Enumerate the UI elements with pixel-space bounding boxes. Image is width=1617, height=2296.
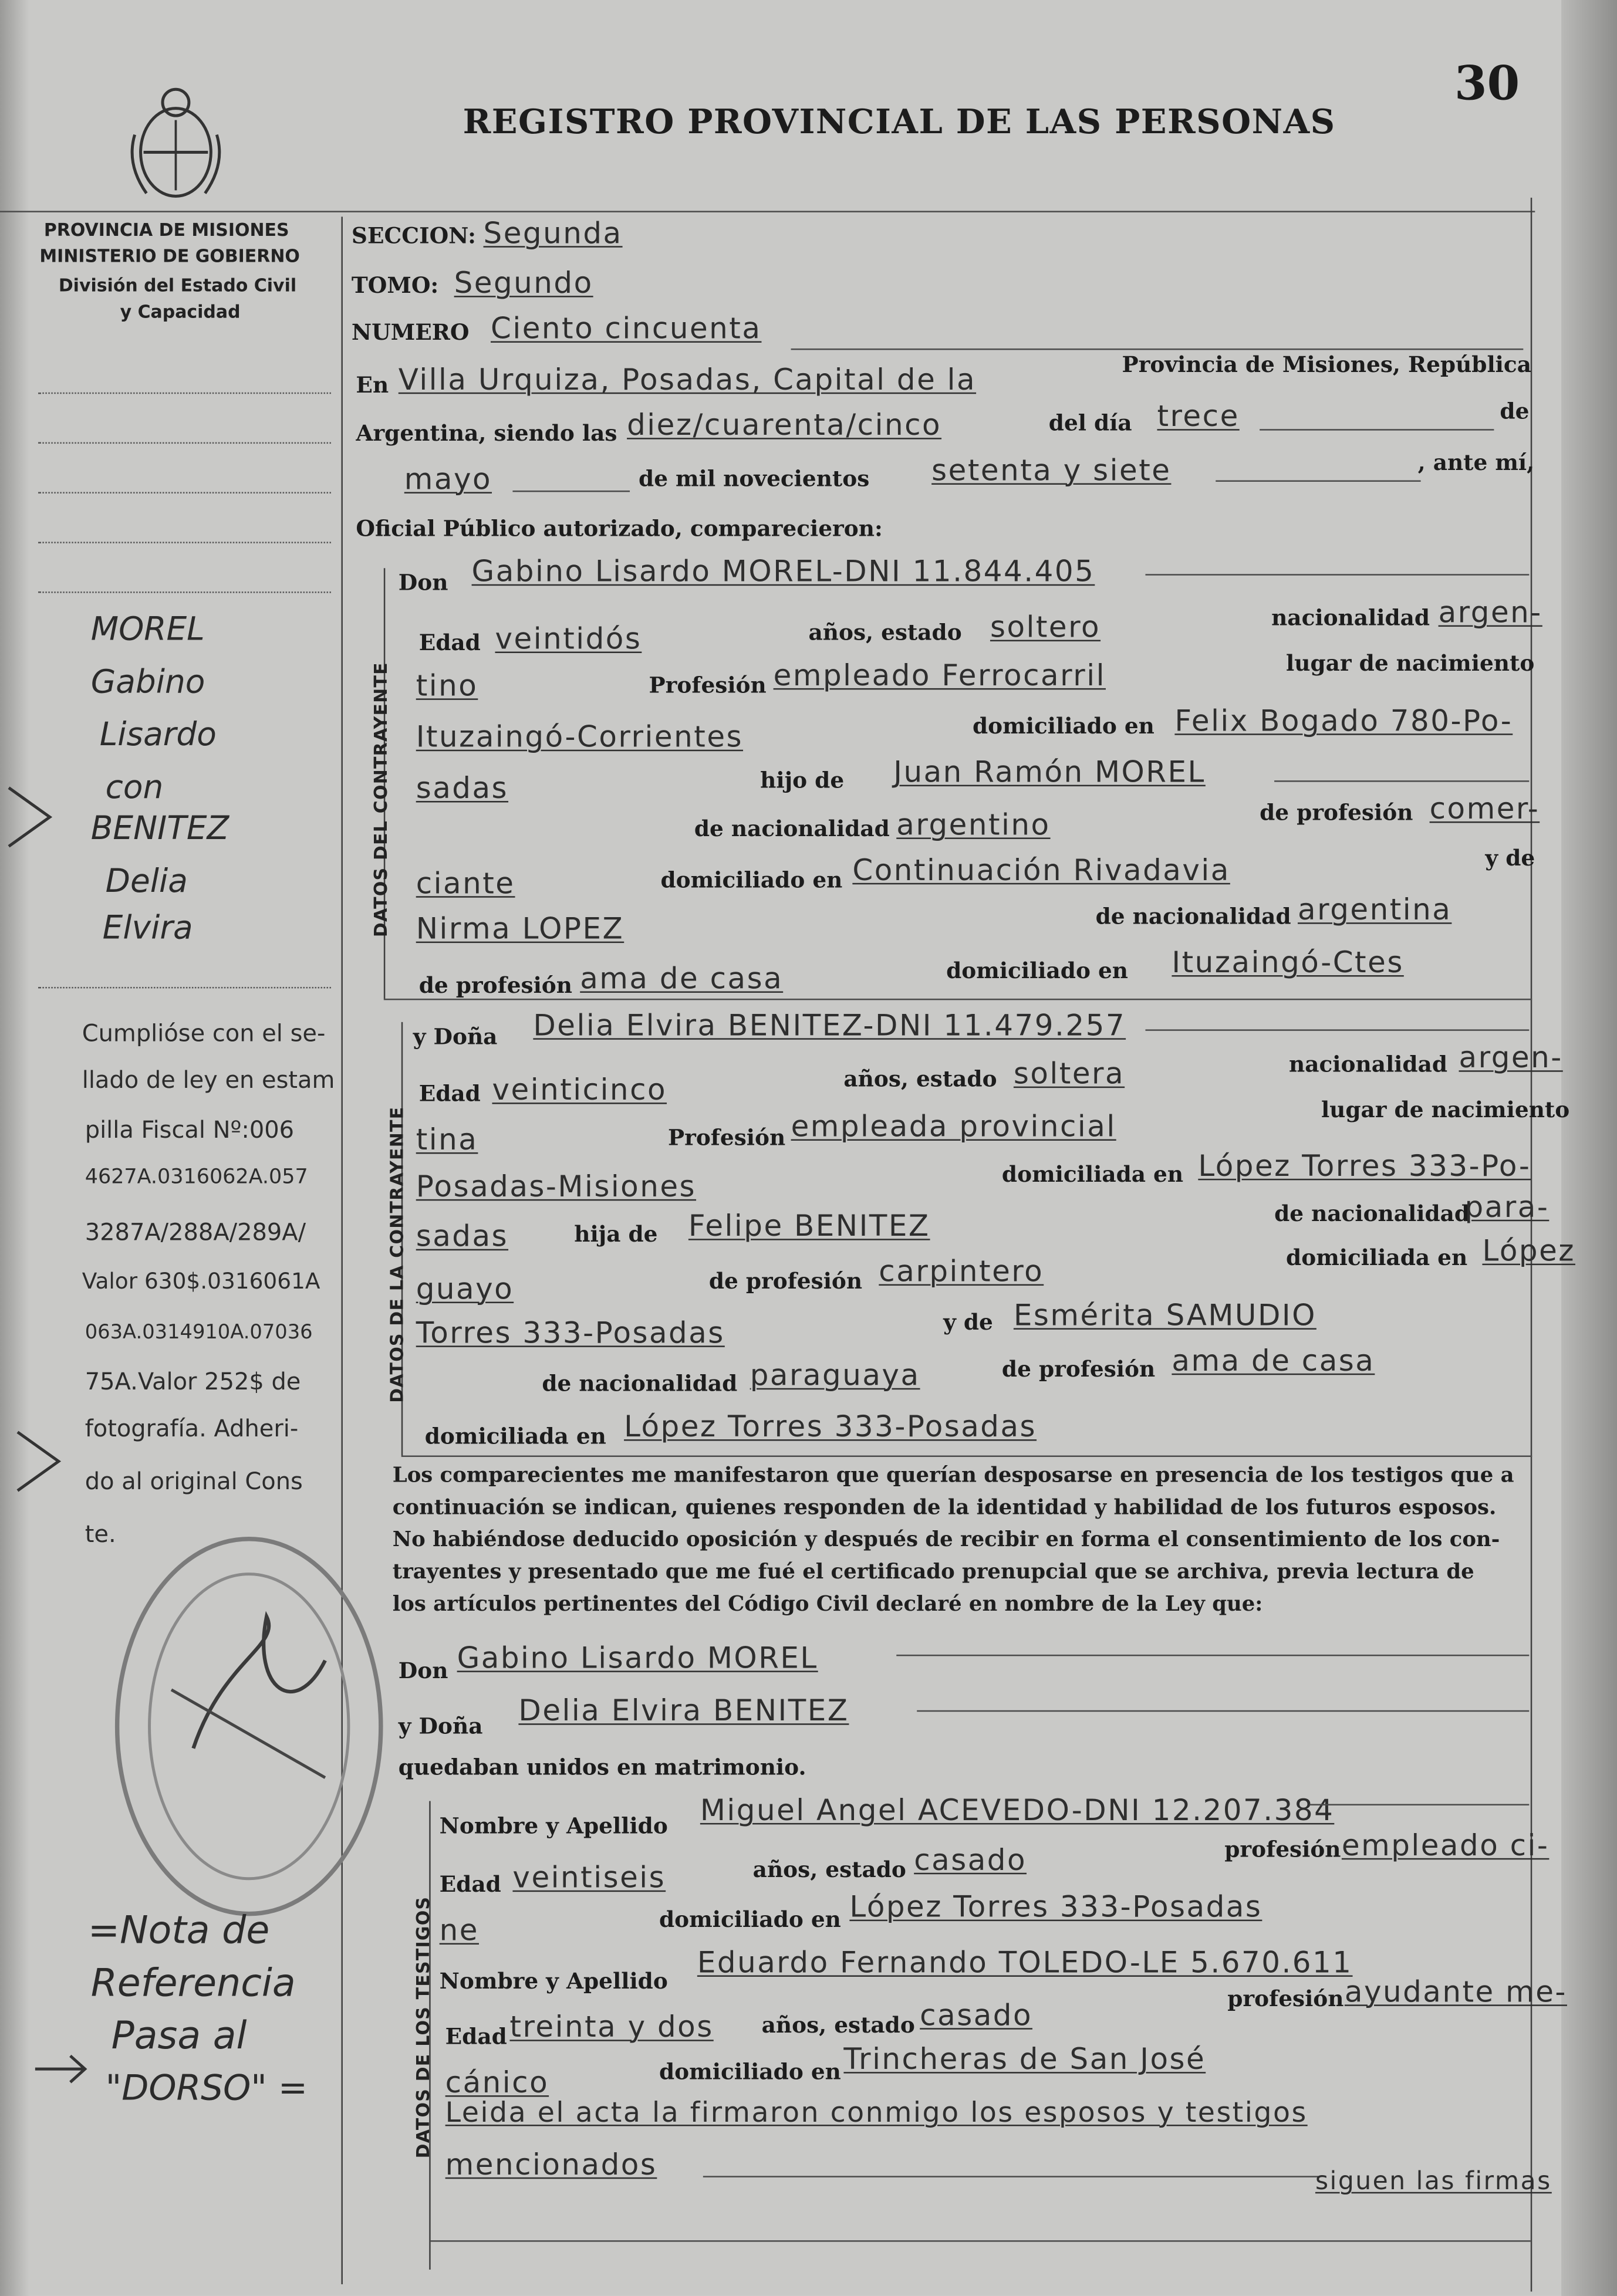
groom-birthplace: Ituzaingó-Corrientes: [416, 719, 744, 755]
bride-birthplace: Posadas-Misiones: [416, 1168, 697, 1204]
groom-father: Juan Ramón MOREL: [893, 754, 1206, 790]
w2-prof-1: ayudante me-: [1344, 1973, 1567, 2009]
w1-anos-estado: años, estado: [752, 1857, 906, 1884]
nota-line-1: =Nota de: [87, 1909, 270, 1953]
bride-age: veinticinco: [492, 1071, 667, 1107]
bride-father-prof: carpintero: [879, 1253, 1044, 1289]
bride-father-addr-2: Torres 333-Posadas: [416, 1314, 725, 1350]
statement-bride: Delia Elvira BENITEZ: [518, 1692, 849, 1728]
w1-name: Miguel Angel ACEVEDO-DNI 12.207.384: [700, 1792, 1335, 1828]
groom-mother-nat-label: de nacionalidad: [1095, 903, 1291, 930]
groom-name: Gabino Lisardo MOREL-DNI 11.844.405: [471, 553, 1095, 589]
numero-value: Ciento cincuenta: [490, 310, 762, 346]
province-text: Provincia de Misiones, República: [1122, 351, 1531, 378]
statement-dona-label: y Doña: [398, 1713, 483, 1740]
groom-father-prof-2: ciante: [416, 865, 515, 901]
day-value: trece: [1157, 398, 1240, 434]
bride-edad-label: Edad: [418, 1080, 481, 1107]
bride-mother: Esmérita SAMUDIO: [1013, 1297, 1316, 1333]
bride-mother-nat-label: de nacionalidad: [542, 1370, 738, 1397]
groom-age: veintidós: [495, 621, 642, 656]
seccion-value: Segunda: [483, 215, 623, 251]
bride-block-rule: [401, 1456, 1532, 1457]
bride-father-nat-1: para-: [1464, 1189, 1550, 1225]
bride-mother-prof-label: de profesión: [1001, 1355, 1156, 1382]
bride-lugar-label: lugar de nacimiento: [1321, 1097, 1570, 1124]
closing-line-1: Leida el acta la firmaron conmigo los esposos y testigos: [445, 2097, 1308, 2129]
margin-name-7: Elvira: [102, 911, 193, 948]
groom-profession: empleado Ferrocarril: [773, 657, 1106, 693]
w2-edad-label: Edad: [445, 2023, 507, 2050]
bride-address-2: sadas: [416, 1218, 509, 1254]
arrow-mark-icon: [32, 2047, 91, 2091]
groom-nat-2: tino: [416, 667, 478, 703]
bride-name: Delia Elvira BENITEZ-DNI 11.479.257: [533, 1007, 1126, 1043]
numero-label: NUMERO: [351, 319, 470, 346]
groom-father-prof-1: comer-: [1429, 790, 1540, 826]
bride-father-nat-2: guayo: [416, 1271, 514, 1306]
margin-note-6: Valor 630$.0316061A: [82, 1268, 320, 1295]
nota-line-2: Referencia: [90, 1962, 296, 2006]
margin-line: [38, 591, 331, 593]
groom-address-2: sadas: [416, 770, 509, 806]
statement-line-3: No habiéndose deducido oposición y después de recibir en forma el consentimiento de los con-: [392, 1529, 1500, 1553]
ante-mi-label: , ante mí,: [1417, 449, 1535, 476]
bride-mother-address: López Torres 333-Posadas: [624, 1408, 1037, 1444]
page-left-edge: [0, 0, 29, 2296]
bride-estado: soltera: [1013, 1056, 1125, 1091]
w2-estado: casado: [920, 1997, 1032, 2033]
margin-note-4: 4627A.0316062A.057: [85, 1165, 308, 1189]
groom-mother-nat: argentina: [1298, 891, 1452, 927]
bride-y-de-label: y de: [943, 1308, 993, 1335]
margin-note-9: fotografía. Adheri-: [85, 1414, 299, 1443]
groom-mother-address: Ituzaingó-Ctes: [1172, 944, 1404, 980]
w1-estado: casado: [914, 1842, 1027, 1878]
de-label: de: [1500, 398, 1530, 425]
bride-mother-prof: ama de casa: [1172, 1343, 1375, 1378]
bride-nat-2: tina: [416, 1121, 478, 1157]
groom-mother-prof: ama de casa: [580, 961, 784, 996]
numero-underline: [791, 349, 1524, 350]
groom-estado: soltero: [990, 609, 1101, 645]
quedaban-text: quedaban unidos en matrimonio.: [398, 1754, 806, 1781]
margin-line: [38, 442, 331, 444]
w2-name: Eduardo Fernando TOLEDO-LE 5.670.611: [697, 1945, 1353, 1980]
page-right-edge: [1561, 0, 1617, 2296]
statement-line-1: Los comparecientes me manifestaron que querían desposarse en presencia de los testigos que a: [392, 1464, 1514, 1488]
statement-line-5: los artículos pertinentes del Código Civil declaré en nombre de la Ley que:: [392, 1593, 1263, 1617]
w1-address: López Torres 333-Posadas: [849, 1889, 1262, 1925]
ministry-label: MINISTERIO DE GOBIERNO: [39, 246, 300, 267]
page-number: 30: [1454, 55, 1520, 111]
w1-edad-label: Edad: [439, 1871, 501, 1898]
dona-label: y Doña: [413, 1023, 498, 1050]
w1-prof-2: ne: [439, 1912, 479, 1948]
margin-note-1: Cumplióse con el se-: [82, 1019, 326, 1047]
w1-prof-1: empleado ci-: [1341, 1827, 1550, 1863]
de-mil-label: de mil novecientos: [639, 465, 870, 492]
bride-mother-nat: paraguaya: [750, 1357, 920, 1393]
groom-nat-label: nacionalidad: [1271, 604, 1430, 631]
hijo-de-label: hijo de: [760, 767, 845, 794]
contrayente-section-label: DATOS DEL CONTRAYENTE: [370, 662, 391, 938]
left-border: [341, 217, 342, 2284]
bride-father-prof-label: de profesión: [708, 1268, 863, 1295]
groom-father-rule: [1274, 780, 1529, 782]
testigos-section-label: DATOS DE LOS TESTIGOS: [413, 1896, 434, 2159]
margin-line: [38, 542, 331, 543]
bride-prof-label: Profesión: [667, 1124, 786, 1151]
groom-father-dom-label: domiciliado en: [660, 867, 843, 894]
argentina-text: Argentina, siendo las: [356, 420, 617, 447]
margin-name-1: MOREL: [90, 612, 205, 649]
statement-line-2: continuación se indican, quienes responden de la identidad y habilidad de los futuros esposos.: [392, 1496, 1497, 1520]
w1-name-rule: [1309, 1804, 1529, 1805]
don-label: Don: [398, 569, 448, 596]
bride-mother-dom-label: domiciliada en: [424, 1423, 606, 1450]
statement-groom: Gabino Lisardo MOREL: [457, 1639, 818, 1675]
month-value: mayo: [404, 461, 492, 496]
margin-name-4: con: [105, 770, 164, 807]
margin-name-5: BENITEZ: [90, 811, 229, 848]
groom-domiciliado-label: domiciliado en: [973, 713, 1154, 740]
groom-block-rule: [384, 999, 1532, 1000]
groom-rule: [1145, 574, 1529, 575]
groom-mother: Nirma LOPEZ: [416, 911, 624, 946]
margin-line: [38, 987, 331, 988]
margin-note-2: llado de ley en estam: [82, 1066, 335, 1094]
w2-age: treinta y dos: [509, 2008, 714, 2044]
margin-name-2: Gabino: [90, 664, 205, 702]
margin-note-11: te.: [85, 1520, 116, 1548]
margin-note-3: pilla Fiscal Nº:006: [85, 1115, 295, 1144]
contrayente-f-section-label: DATOS DE LA CONTRAYENTE: [386, 1106, 407, 1403]
division-label: División del Estado Civil: [58, 275, 297, 296]
w1-nombre-label: Nombre y Apellido: [439, 1813, 668, 1839]
time-value: diez/cuarenta/cinco: [627, 407, 942, 442]
w1-dom-label: domiciliado en: [659, 1906, 841, 1933]
bride-anos-estado: años, estado: [843, 1066, 997, 1093]
margin-note-10: do al original Cons: [85, 1467, 303, 1495]
month-underline: [512, 491, 630, 492]
bride-profession: empleada provincial: [791, 1108, 1116, 1144]
tomo-label: TOMO:: [351, 272, 439, 299]
seccion-label: SECCION:: [351, 222, 476, 249]
margin-note-8: 75A.Valor 252$ de: [85, 1367, 301, 1396]
province-label: PROVINCIA DE MISIONES: [43, 219, 289, 241]
closing-rule: [703, 2176, 1318, 2177]
groom-mother-dom-label: domiciliado en: [946, 958, 1129, 984]
groom-nat-1: argen-: [1438, 594, 1542, 630]
margin-line: [38, 492, 331, 493]
closing-line-2: mencionados: [445, 2146, 657, 2182]
statement-don-label: Don: [398, 1657, 448, 1684]
staple-mark-icon: [6, 773, 65, 861]
w1-prof-label: profesión: [1224, 1836, 1341, 1863]
bride-rule: [1145, 1029, 1529, 1030]
margin-note-5: 3287A/288A/289A/: [85, 1218, 306, 1246]
bride-domiciliada-label: domiciliada en: [1001, 1161, 1184, 1188]
margin-line: [38, 393, 331, 394]
bride-address-1: López Torres 333-Po-: [1198, 1148, 1531, 1183]
bride-nat-label: nacionalidad: [1289, 1051, 1448, 1078]
nota-line-4: "DORSO" =: [105, 2067, 308, 2109]
bride-father-dom-label: domiciliada en: [1286, 1245, 1468, 1272]
margin-name-3: Lisardo: [99, 717, 217, 755]
statement-groom-rule: [896, 1655, 1529, 1656]
bride-father-addr-1: López: [1482, 1233, 1575, 1269]
tomo-value: Segundo: [454, 265, 593, 300]
nota-line-3: Pasa al: [111, 2014, 247, 2059]
w2-prof-2: cánico: [445, 2064, 549, 2100]
bride-nat-1: argen-: [1459, 1039, 1563, 1075]
edad-label: Edad: [418, 630, 481, 656]
hija-de-label: hija de: [574, 1221, 658, 1248]
coat-of-arms-icon: [123, 76, 229, 208]
w1-age: veintiseis: [512, 1859, 666, 1895]
staple-mark-icon: [15, 1418, 73, 1506]
groom-father-address: Continuación Rivadavia: [852, 852, 1230, 888]
w2-nombre-label: Nombre y Apellido: [439, 1967, 668, 1994]
bride-father-nat-label: de nacionalidad: [1274, 1201, 1470, 1228]
day-underline: [1260, 429, 1494, 430]
margin-note-7: 063A.0314910A.07036: [85, 1320, 313, 1344]
header-rule: [0, 211, 1535, 212]
division-label-2: y Capacidad: [120, 302, 241, 323]
year-value: setenta y siete: [931, 452, 1172, 488]
en-label: En: [356, 371, 389, 398]
groom-father-nat-label: de nacionalidad: [694, 815, 890, 842]
groom-prof-label: Profesión: [649, 672, 767, 699]
w2-address: Trincheras de San José: [843, 2041, 1206, 2077]
siguen-las-firmas: siguen las firmas: [1315, 2167, 1552, 2197]
groom-anos-estado: años, estado: [808, 619, 962, 646]
place-value: Villa Urquiza, Posadas, Capital de la: [398, 361, 977, 397]
statement-bride-rule: [917, 1710, 1529, 1712]
del-dia-label: del día: [1048, 410, 1132, 437]
page-title: REGISTRO PROVINCIAL DE LAS PERSONAS: [463, 102, 1336, 143]
margin-name-6: Delia: [105, 864, 188, 901]
bottom-rule: [429, 2240, 1531, 2241]
statement-line-4: trayentes y presentado que me fué el certificado prenupcial que se archiva, previa lectura de: [392, 1561, 1474, 1585]
groom-father-nat: argentino: [896, 807, 1051, 842]
w2-prof-label: profesión: [1227, 1985, 1344, 2012]
groom-y-de-label: y de: [1485, 844, 1535, 871]
groom-address-1: Felix Bogado 780-Po-: [1174, 702, 1513, 738]
groom-lugar-label: lugar de nacimiento: [1286, 650, 1535, 677]
groom-father-prof-label: de profesión: [1260, 799, 1413, 826]
groom-mother-prof-label: de profesión: [418, 972, 572, 999]
oficial-text: Oficial Público autorizado, comparecieron:: [356, 515, 883, 542]
official-stamp-icon: [106, 1529, 393, 1924]
year-underline: [1216, 481, 1420, 482]
bride-father: Felipe BENITEZ: [688, 1208, 930, 1243]
w2-dom-label: domiciliado en: [659, 2058, 841, 2085]
w2-anos-estado: años, estado: [761, 2011, 915, 2038]
